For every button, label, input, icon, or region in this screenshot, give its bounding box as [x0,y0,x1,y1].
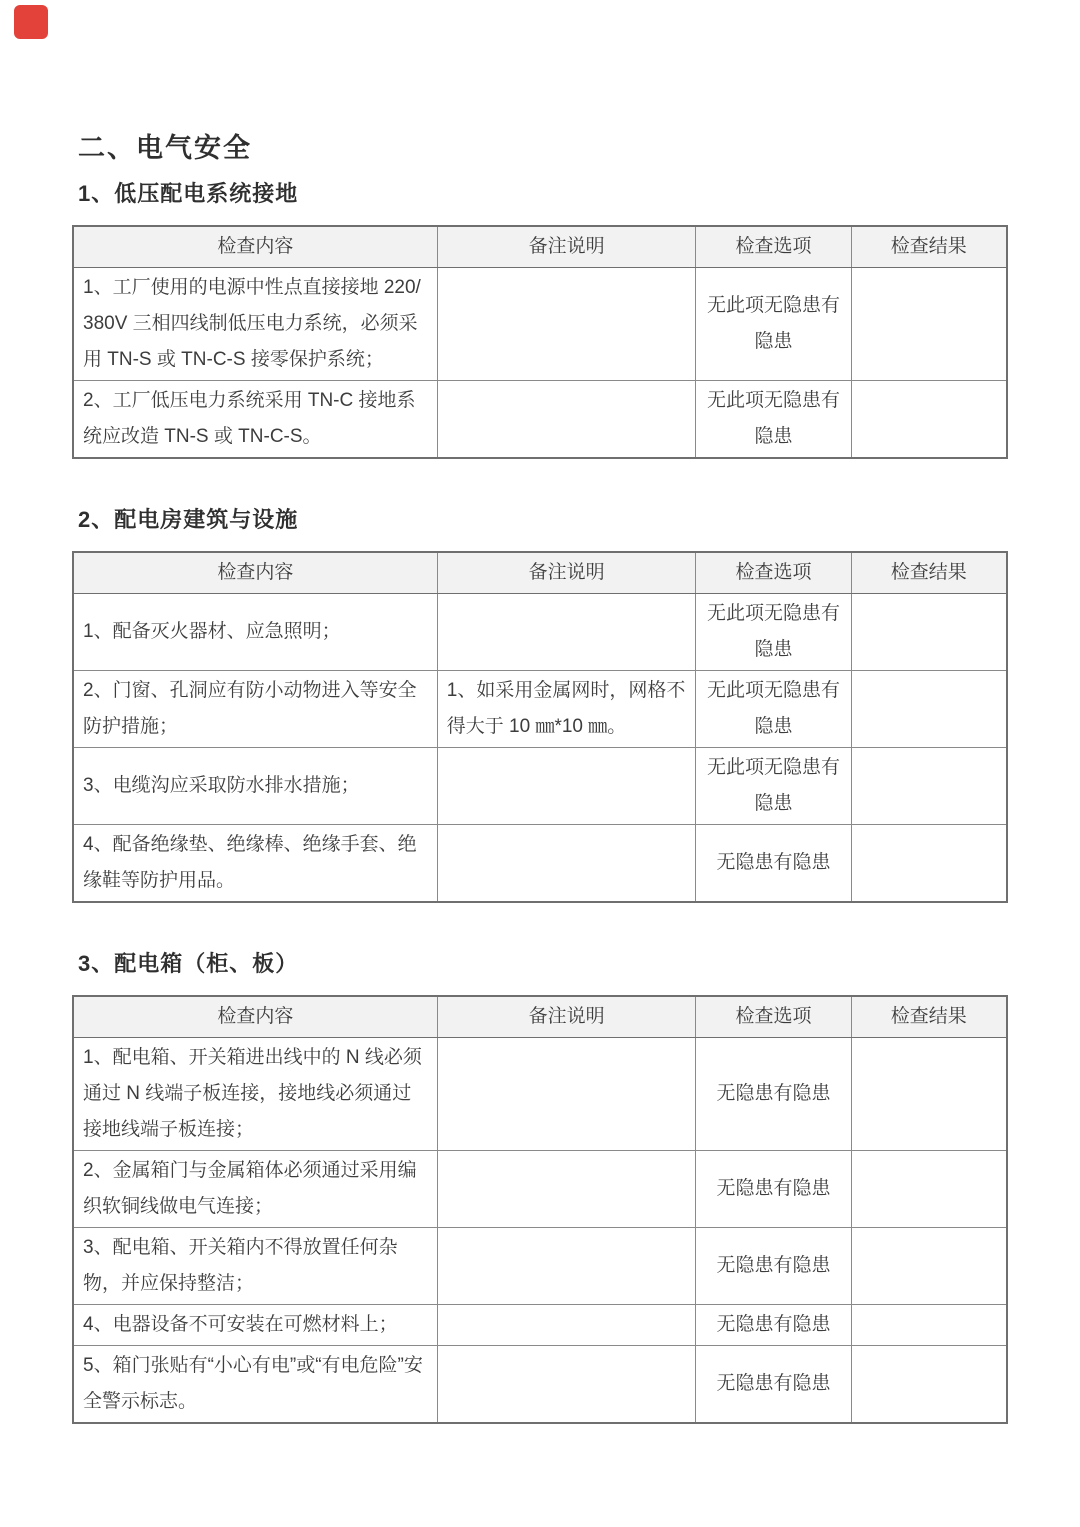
check-content: 5、箱门张贴有“小心有电”或“有电危险”安全警示标志。 [73,1346,437,1424]
table-row [73,1228,1007,1305]
check-options: 无隐患有隐患 [696,1038,851,1151]
table-row [73,748,1007,825]
column-header-remark: 备注说明 [437,552,696,594]
red-square-logo [14,5,48,39]
check-remark [437,1228,696,1305]
column-header-result: 检查结果 [851,226,1007,268]
check-remark: 1、如采用金属网时，网格不得大于 10 ㎜*10 ㎜。 [437,671,696,748]
check-content: 4、配备绝缘垫、绝缘棒、绝缘手套、绝缘鞋等防护用品。 [73,825,437,903]
section-heading-2: 2、配电房建筑与设施 [78,507,299,532]
table-row [73,1346,1007,1424]
check-remark [437,1305,696,1346]
check-content: 3、配电箱、开关箱内不得放置任何杂物，并应保持整洁； [73,1228,437,1305]
check-content: 4、电器设备不可安装在可燃材料上； [73,1305,437,1346]
check-options: 无此项无隐患有隐患 [696,671,851,748]
check-options: 无隐患有隐患 [696,825,851,903]
section-heading-1: 1、低压配电系统接地 [78,181,299,206]
table-row [73,381,1007,459]
check-content: 2、金属箱门与金属箱体必须通过采用编织软铜线做电气连接； [73,1151,437,1228]
check-options: 无隐患有隐患 [696,1346,851,1424]
check-remark [437,748,696,825]
check-remark [437,1346,696,1424]
column-header-remark: 备注说明 [437,996,696,1038]
section-heading-3: 3、配电箱（柜、板） [78,951,299,976]
column-header-result: 检查结果 [851,996,1007,1038]
column-header-options: 检查选项 [696,996,851,1038]
check-options: 无隐患有隐患 [696,1228,851,1305]
check-options: 无此项无隐患有隐患 [696,594,851,671]
check-options: 无此项无隐患有隐患 [696,268,851,381]
check-result [851,671,1007,748]
check-content: 1、配电箱、开关箱进出线中的 N 线必须通过 N 线端子板连接，接地线必须通过接地线端子板连接； [73,1038,437,1151]
inspection-table-3 [72,995,1008,1424]
check-content: 1、工厂使用的电源中性点直接接地 220/380V 三相四线制低压电力系统，必须采用 TN-S 或 TN-C-S 接零保护系统； [73,268,437,381]
check-options: 无隐患有隐患 [696,1305,851,1346]
check-remark [437,268,696,381]
table-header-row [73,226,1007,268]
table-header-row [73,996,1007,1038]
check-result [851,1038,1007,1151]
check-remark [437,381,696,459]
table-row [73,1305,1007,1346]
column-header-options: 检查选项 [696,552,851,594]
check-result [851,594,1007,671]
check-remark [437,594,696,671]
table-row [73,671,1007,748]
check-result [851,381,1007,459]
check-result [851,1346,1007,1424]
check-result [851,1151,1007,1228]
check-content: 1、配备灭火器材、应急照明； [73,594,437,671]
check-remark [437,825,696,903]
table-row [73,594,1007,671]
check-result [851,825,1007,903]
column-header-content: 检查内容 [73,226,437,268]
inspection-table-2 [72,551,1008,903]
table-row [73,825,1007,903]
check-result [851,748,1007,825]
column-header-content: 检查内容 [73,996,437,1038]
check-options: 无此项无隐患有隐患 [696,381,851,459]
table-row [73,1151,1007,1228]
check-result [851,1305,1007,1346]
check-result [851,1228,1007,1305]
column-header-remark: 备注说明 [437,226,696,268]
check-remark [437,1151,696,1228]
page-title: 二、电气安全 [78,133,252,163]
table-row [73,1038,1007,1151]
check-content: 2、工厂低压电力系统采用 TN-C 接地系统应改造 TN-S 或 TN-C-S。 [73,381,437,459]
check-result [851,268,1007,381]
inspection-table-1 [72,225,1008,459]
check-remark [437,1038,696,1151]
check-content: 3、电缆沟应采取防水排水措施； [73,748,437,825]
column-header-content: 检查内容 [73,552,437,594]
check-options: 无隐患有隐患 [696,1151,851,1228]
table-header-row [73,552,1007,594]
check-content: 2、门窗、孔洞应有防小动物进入等安全防护措施； [73,671,437,748]
table-row [73,268,1007,381]
column-header-result: 检查结果 [851,552,1007,594]
check-options: 无此项无隐患有隐患 [696,748,851,825]
column-header-options: 检查选项 [696,226,851,268]
